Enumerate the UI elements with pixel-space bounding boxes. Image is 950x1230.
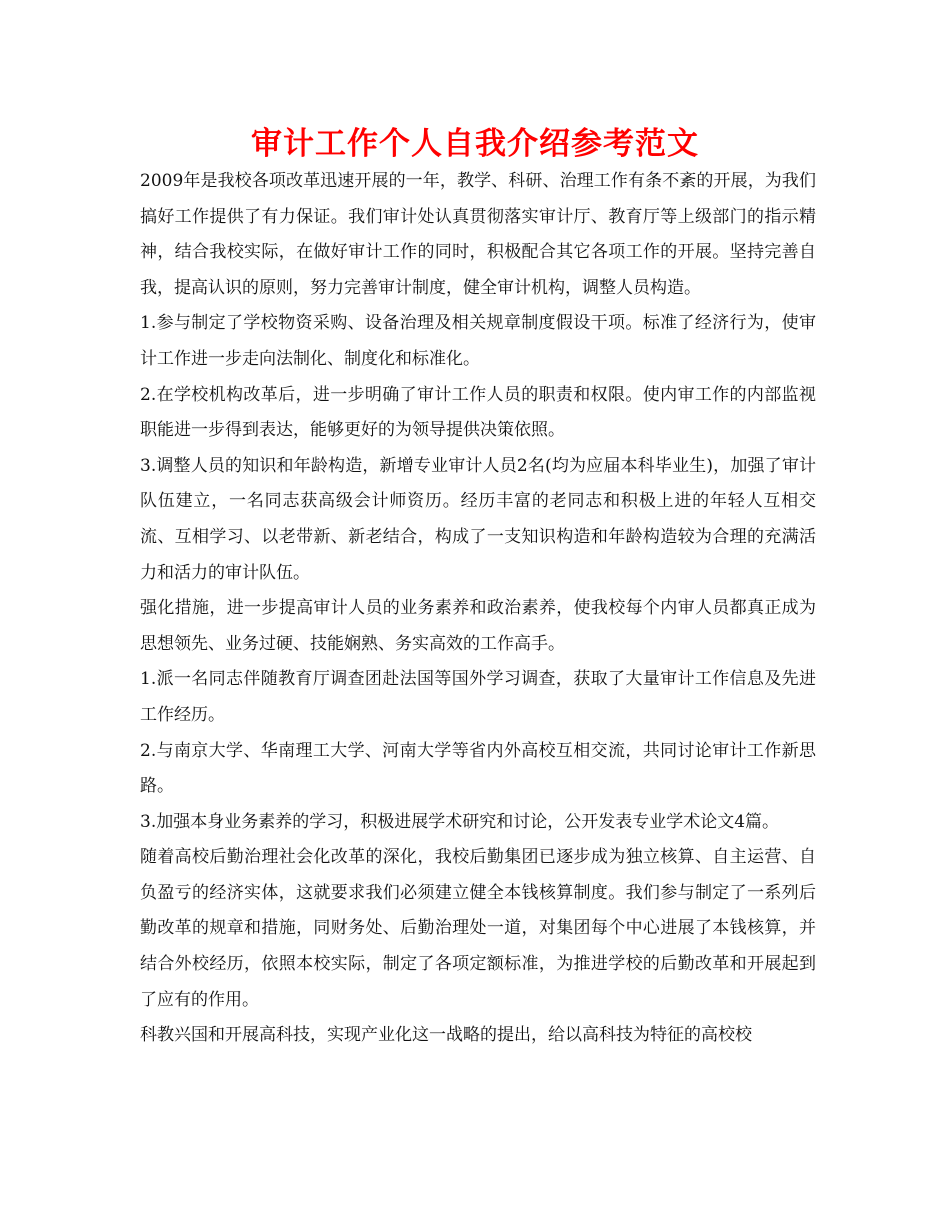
paragraph-item-1: 1.参与制定了学校物资采购、设备治理及相关规章制度假设干项。标准了经济行为，使审计工作进一步走向法制化、制度化和标准化。: [140, 313, 816, 369]
paragraph-measures: 强化措施，进一步提高审计人员的业务素养和政治素养，使我校每个内审人员都真正成为 思想领先、业务过硬、技能娴熟、务实高效的工作高手。: [140, 598, 833, 654]
paragraph-item-3: 3.调整人员的知识和年龄构造，新增专业审计人员2名(均为应届本科毕业生)，加强了审计队伍建立，一名同志获高级会计师资历。经历丰富的老同志和积极上进的年轻人互相交流、互相学习、以老带新、新老结合，构成了一支知识构造和年龄构造较为合理的充满活力和活力的审计队伍。: [140, 455, 816, 583]
paragraph-measure-1: 1.派一名同志伴随教育厅调查团赴法国等国外学习调查，获取了大量审计工作信息及先进工作经历。: [140, 669, 816, 725]
paragraph-measure-3: 3.加强本身业务素养的学习，积极进展学术研究和讨论，公开发表专业学术论文4篇。: [140, 811, 780, 832]
paragraph-intro: 2009年是我校各项改革迅速开展的一年，教学、科研、治理工作有条不紊的开展，为我们搞好工作提供了有力保证。我们审计处认真贯彻落实审计厅、教育厅等上级部门的指示精神，结合我校实际，在做好审计工作的同时，积极配合其它各项工作的开展。坚持完善自我，提高认识的原则，努力完善审计制度，健全审计机构，调整人员构造。: [140, 171, 816, 298]
document-body: [140, 164, 833, 1054]
paragraph-hightech: 科教兴国和开展高科技，实现产业化这一战略的提出，给以高科技为特征的高校校: [140, 1025, 752, 1046]
document-title: 审计工作个人自我介绍参考范文: [251, 126, 699, 162]
paragraph-measure-2: 2.与南京大学、华南理工大学、河南大学等省内外高校互相交流，共同讨论审计工作新思路。: [140, 740, 816, 797]
paragraph-logistics: 随着高校后勤治理社会化改革的深化，我校后勤集团已逐步成为独立核算、自主运营、自负盈亏的经济实体，这就要求我们必须建立健全本钱核算制度。我们参与制定了一系列后勤改革的规章和措施，同财务处、后勤治理处一道，对集团每个中心进展了本钱核算，并结合外校经历，依照本校实际，制定了各项定额标准，为推进学校的后勤改革和开展起到了应有的作用。: [140, 847, 816, 1010]
paragraph-item-2: 2.在学校机构改革后，进一步明确了审计工作人员的职责和权限。使内审工作的内部监视职能进一步得到表达，能够更好的为领导提供决策依照。: [140, 384, 816, 441]
